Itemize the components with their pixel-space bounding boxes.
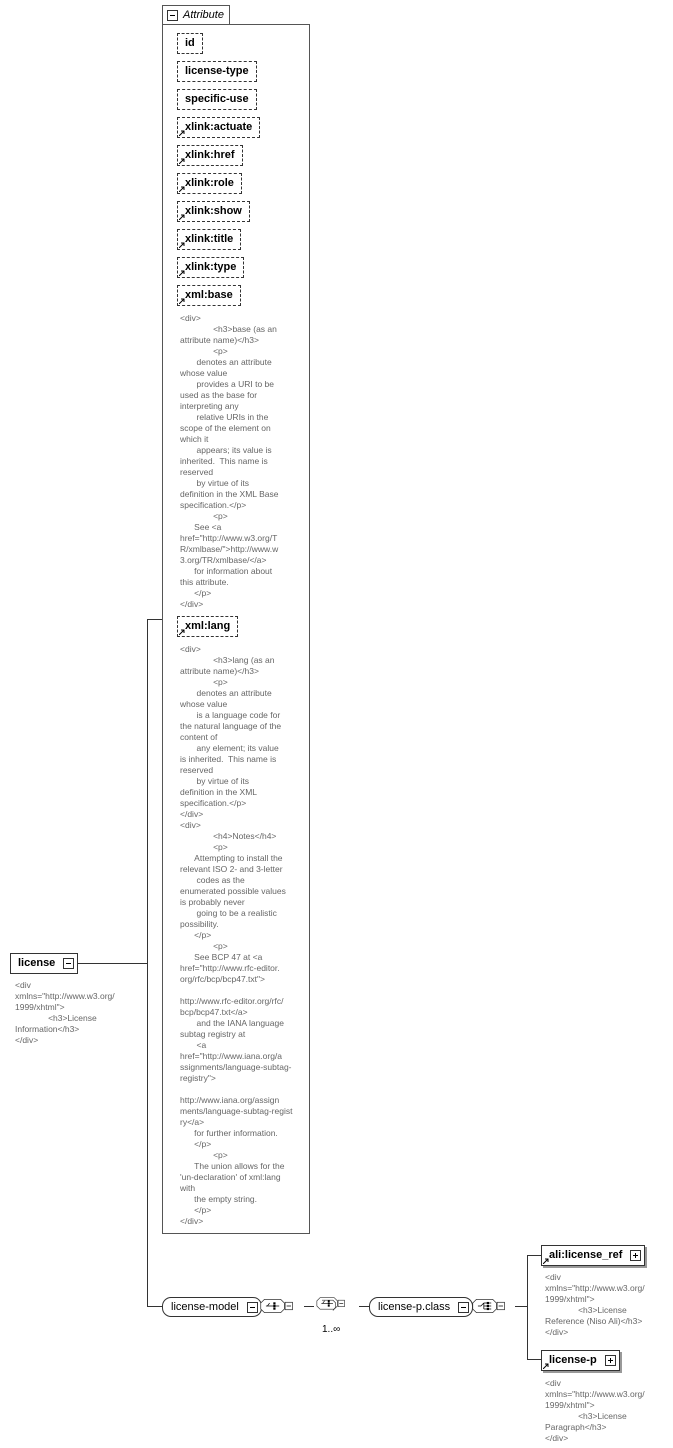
collapse-icon[interactable] bbox=[167, 10, 178, 21]
attribute-label: xlink:title bbox=[185, 233, 234, 245]
license-p-class-group[interactable] bbox=[369, 1297, 473, 1317]
root-element-license[interactable] bbox=[10, 953, 78, 974]
attribute-label: xlink:role bbox=[185, 177, 234, 189]
attribute-label: xlink:actuate bbox=[185, 121, 253, 133]
attribute-label: id bbox=[185, 37, 195, 49]
attribute-group-header bbox=[162, 5, 230, 24]
attribute-xlink-show[interactable] bbox=[177, 201, 250, 222]
expand-icon[interactable] bbox=[605, 1355, 616, 1366]
attribute-group-title: Attribute bbox=[183, 9, 224, 21]
attribute-xlink-href[interactable] bbox=[177, 145, 243, 166]
reference-arrow-icon bbox=[179, 241, 186, 248]
collapse-icon[interactable] bbox=[458, 1302, 469, 1313]
attribute-xlink-title[interactable] bbox=[177, 229, 241, 250]
license-p-documentation: <div xmlns="http://www.w3.org/ 1999/xhtml"> <h3>License Paragraph</h3> </div> bbox=[545, 1378, 645, 1443]
attribute-id[interactable] bbox=[177, 33, 203, 54]
reference-arrow-icon bbox=[179, 297, 186, 304]
attribute-label: xlink:href bbox=[185, 149, 235, 161]
reference-arrow-icon bbox=[179, 269, 186, 276]
element-label: ali:license_ref bbox=[549, 1249, 623, 1261]
attribute-label: xlink:type bbox=[185, 261, 237, 273]
reference-arrow-icon bbox=[179, 628, 186, 635]
attribute-xml-lang[interactable] bbox=[177, 616, 238, 637]
reference-arrow-icon bbox=[179, 157, 186, 164]
xml-base-documentation: <div> <h3>base (as an attribute name)</h3> <p> denotes an attribute whose value provides a URI to be used as the base for interpreting any relative URIs in the scope of the element on which it appears; its value is inherited. This name is reserved by virtue of its definition in the XML Base specification.</p> <p> See <a href="http://www.w3.org/T R/xmlbase/">http://www.w 3.org/TR/xmlbase/</a> for information about this attribute. </p> </div> bbox=[180, 313, 279, 609]
collapse-icon[interactable] bbox=[247, 1302, 258, 1313]
element-label: license bbox=[18, 957, 56, 969]
attribute-label: xml:lang bbox=[185, 620, 231, 632]
reference-arrow-icon bbox=[543, 1257, 550, 1264]
attribute-license-type[interactable] bbox=[177, 61, 257, 82]
attribute-xlink-actuate[interactable] bbox=[177, 117, 260, 138]
child-element-license-p[interactable] bbox=[541, 1350, 620, 1371]
element-label: license-p bbox=[549, 1354, 597, 1366]
attribute-label: license-type bbox=[185, 65, 249, 77]
reference-arrow-icon bbox=[179, 129, 186, 136]
attribute-label: specific-use bbox=[185, 93, 249, 105]
sequence-compositor-icon[interactable] bbox=[260, 1297, 294, 1315]
license-model-group[interactable] bbox=[162, 1297, 262, 1317]
attribute-xml-base[interactable] bbox=[177, 285, 241, 306]
child-element-ali-license-ref[interactable] bbox=[541, 1245, 645, 1266]
choice-compositor-icon[interactable] bbox=[472, 1297, 506, 1315]
attribute-specific-use[interactable] bbox=[177, 89, 257, 110]
attribute-xlink-type[interactable] bbox=[177, 257, 244, 278]
sequence-repeat-compositor-icon[interactable] bbox=[314, 1297, 348, 1315]
cardinality-label: 1..∞ bbox=[322, 1324, 341, 1335]
group-label: license-model bbox=[171, 1301, 239, 1313]
ali-license-ref-documentation: <div xmlns="http://www.w3.org/ 1999/xhtml"> <h3>License Reference (Niso Ali)</h3> </div> bbox=[545, 1272, 645, 1337]
attribute-label: xlink:show bbox=[185, 205, 242, 217]
group-label: license-p.class bbox=[378, 1301, 451, 1313]
expand-icon[interactable] bbox=[630, 1250, 641, 1261]
reference-arrow-icon bbox=[543, 1362, 550, 1369]
root-documentation: <div xmlns="http://www.w3.org/ 1999/xhtml"> <h3>License Information</h3> </div> bbox=[15, 980, 115, 1045]
collapse-icon[interactable] bbox=[63, 958, 74, 969]
reference-arrow-icon bbox=[179, 213, 186, 220]
xml-lang-documentation: <div> <h3>lang (as an attribute name)</h3> <p> denotes an attribute whose value is a language code for the natural language of the content of any element; its value is inherited. This name is reserved by virtue of its definition in the XML specification.</p> </div> <div> <h4>Notes</h4> <p> Attempting to install the relevant ISO 2- and 3-letter codes as the enumerated possible values is probably never going to be a realistic possibility. </p> <p> See BCP 47 at <a href="http://www.rfc-editor. org/rfc/bcp/bcp47.txt"> http://www.rfc-editor.org/rfc/ bcp/bcp47.txt</a> and the IANA language subtag registry at <a href="http://www.iana.org/a ssignments/language-subtag- registry"> http://www.iana.org/assign ments/language-subtag-regist ry</a> for further information. </p> <p> The union allows for the 'un-declaration' of xml:lang with the empty string. </p> </div> bbox=[180, 644, 293, 1226]
attribute-xlink-role[interactable] bbox=[177, 173, 242, 194]
attribute-label: xml:base bbox=[185, 289, 233, 301]
reference-arrow-icon bbox=[179, 185, 186, 192]
